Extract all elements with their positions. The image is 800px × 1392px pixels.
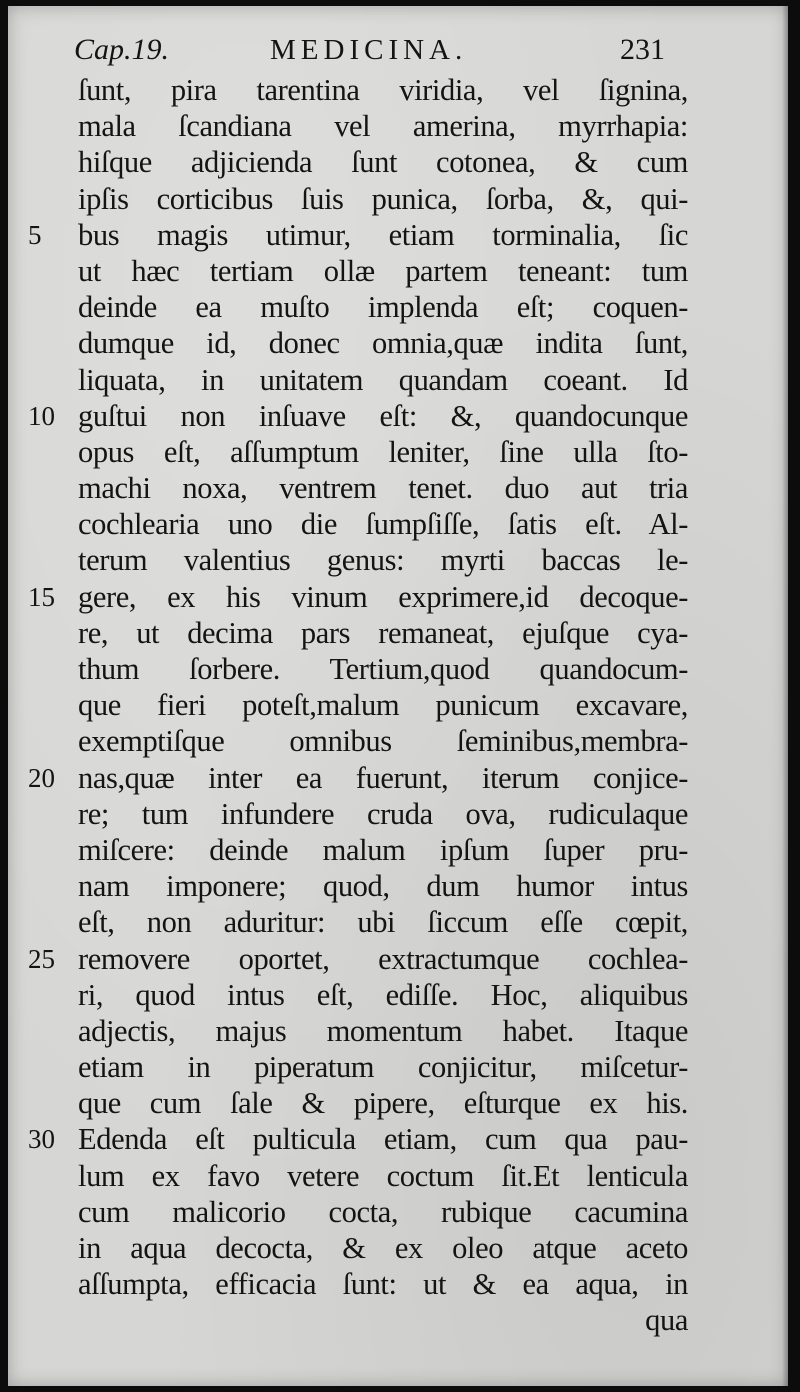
line-text: Edenda eſt pulticula etiam, cum qua pau- bbox=[78, 1122, 688, 1157]
text-line bbox=[8, 723, 788, 759]
line-text: gere, ex his vinum exprimere,id decoque- bbox=[78, 579, 688, 614]
line-text: ſunt, pira tarentina viridia, vel ſignina, bbox=[78, 73, 688, 107]
text-line bbox=[8, 1266, 788, 1302]
text-line bbox=[8, 1049, 788, 1085]
line-text: nas,quæ inter ea fuerunt, iterum conjice- bbox=[78, 760, 688, 795]
text-line bbox=[8, 1013, 788, 1049]
text-line bbox=[8, 1194, 788, 1230]
line-text: que cum ſale & pipere, eſturque ex his. bbox=[78, 1086, 688, 1121]
line-text: ri, quod intus eſt, ediſſe. Hoc, aliquibus bbox=[78, 977, 688, 1012]
line-text: cochlearia uno die ſumpſiſſe, ſatis eſt. Al- bbox=[78, 507, 688, 542]
text-line bbox=[8, 687, 788, 723]
body-text bbox=[8, 72, 788, 1339]
text-line bbox=[8, 615, 788, 651]
text-line bbox=[8, 181, 788, 217]
line-text: cum malicorio cocta, rubique cacumina bbox=[78, 1194, 688, 1229]
page-edge-shadow bbox=[782, 6, 788, 1386]
line-text: re; tum infundere cruda ova, rudiculaque bbox=[78, 796, 688, 831]
line-number: 10 bbox=[28, 400, 55, 431]
text-line bbox=[8, 144, 788, 180]
line-text: hiſque adjicienda ſunt cotonea, & cum bbox=[78, 145, 688, 180]
page-number: 231 bbox=[620, 33, 665, 66]
book-page bbox=[8, 6, 788, 1386]
running-title: MEDICINA. bbox=[270, 34, 468, 66]
text-line bbox=[8, 796, 788, 832]
line-text: nam imponere; quod, dum humor intus bbox=[78, 869, 688, 904]
text-line bbox=[8, 977, 788, 1013]
line-number: 20 bbox=[28, 762, 55, 793]
text-line bbox=[8, 108, 788, 144]
line-text: ut hæc tertiam ollæ partem teneant: tum bbox=[78, 253, 688, 288]
text-line bbox=[8, 470, 788, 506]
text-line bbox=[8, 506, 788, 542]
line-text: thum ſorbere. Tertium,quod quandocum- bbox=[78, 652, 688, 686]
line-text: deinde ea muſto implenda eſt; coquen- bbox=[78, 290, 688, 325]
line-text: lum ex favo vetere coctum ſit.Et lenticula bbox=[78, 1158, 688, 1193]
text-line bbox=[8, 832, 788, 868]
line-text: bus magis utimur, etiam torminalia, ſic bbox=[78, 217, 688, 252]
line-text: que fieri poteſt,malum punicum excavare, bbox=[78, 688, 688, 723]
text-line bbox=[8, 1230, 788, 1266]
text-line bbox=[8, 434, 788, 470]
line-text: dumque id, donec omnia,quæ indita ſunt, bbox=[78, 326, 688, 361]
line-text: aſſumpta, efficacia ſunt: ut & ea aqua, in bbox=[78, 1267, 688, 1302]
text-line bbox=[8, 651, 788, 687]
text-line bbox=[8, 1121, 788, 1157]
line-text: qua bbox=[645, 1303, 688, 1338]
text-line bbox=[8, 941, 788, 977]
line-number: 15 bbox=[28, 581, 55, 612]
text-line bbox=[8, 398, 788, 434]
text-line bbox=[8, 904, 788, 940]
line-text: re, ut decima pars remaneat, ejuſque cya- bbox=[78, 615, 688, 650]
line-text: guſtui non inſuave eſt: &, quandocunque bbox=[78, 398, 688, 433]
text-line bbox=[8, 542, 788, 578]
text-line bbox=[8, 253, 788, 289]
text-line bbox=[8, 760, 788, 796]
text-line bbox=[8, 217, 788, 253]
line-text: removere oportet, extractumque cochlea- bbox=[78, 941, 688, 976]
line-text: liquata, in unitatem quandam coeant. Id bbox=[78, 362, 688, 397]
text-line bbox=[8, 579, 788, 615]
running-header bbox=[8, 28, 788, 72]
line-text: machi noxa, ventrem tenet. duo aut tria bbox=[78, 471, 688, 506]
text-line bbox=[8, 325, 788, 361]
text-line bbox=[8, 1302, 788, 1338]
text-line bbox=[8, 289, 788, 325]
line-text: exemptiſque omnibus ſeminibus,membra- bbox=[78, 724, 688, 759]
line-text: ipſis corticibus ſuis punica, ſorba, &, qui- bbox=[78, 181, 688, 216]
text-line bbox=[8, 1158, 788, 1194]
line-number: 25 bbox=[28, 943, 55, 974]
text-line bbox=[8, 72, 788, 108]
line-text: in aqua decocta, & ex oleo atque aceto bbox=[78, 1231, 688, 1265]
text-line bbox=[8, 868, 788, 904]
line-text: adjectis, majus momentum habet. Itaque bbox=[78, 1013, 688, 1048]
line-text: mala ſcandiana vel amerina, myrrhapia: bbox=[78, 109, 688, 144]
line-text: miſcere: deinde malum ipſum ſuper pru- bbox=[78, 832, 688, 867]
line-number: 30 bbox=[28, 1124, 55, 1155]
line-text: eſt, non aduritur: ubi ſiccum eſſe cœpit, bbox=[78, 905, 688, 940]
line-text: etiam in piperatum conjicitur, miſcetur- bbox=[78, 1050, 688, 1085]
text-line bbox=[8, 362, 788, 398]
chapter-label: Cap.19. bbox=[74, 33, 170, 66]
line-text: opus eſt, aſſumptum leniter, ſine ulla ſto- bbox=[78, 434, 688, 469]
text-line bbox=[8, 1085, 788, 1121]
line-number: 5 bbox=[28, 219, 42, 250]
line-text: terum valentius genus: myrti baccas le- bbox=[78, 543, 688, 578]
